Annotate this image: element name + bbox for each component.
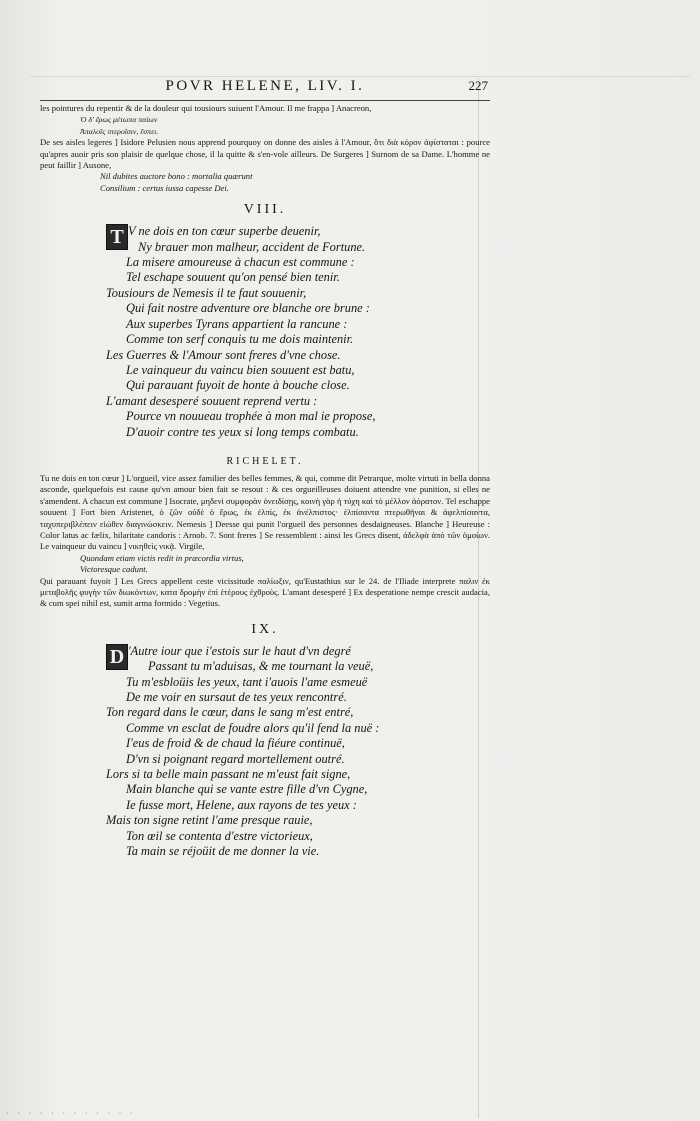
commentary-paragraph: Tu ne dois en ton cœur ] L'orgueil, vice assez familier des belles femmes, & qui, comme dit Petrarque, molte virtuti in bella donna asconde, quelquefois est cause qu'vn amour bien fait se resout : & ces orgueilleuses doiuent attendre vne punition, si elles ne s'amendent. A chacun est commune ] Isocrate, μηδενὶ συμφορὰν ὀνειδίσῃς, κοινὴ γὰρ ἡ τύχη καὶ τὸ μέλλον ἀόρατον. Tel eschappe souuent ] Fort bien Aristenet, ὁ ζῶν οὐδὲ ὁ ἔρως, ἐκ ἐλπίς, ἐκ ἀνέλπιστος· ἐλπίσαντα πτερωθῆναι & ἀφελπίσαντα, ταχυπεριβλέπειν εἰώθεν διαγινώσκειν. Nemesis ] Deesse qui punit l'orgueil des personnes desdaigneuses. Blanche ] Heureuse : Color latus ac fælix, hilaritate candoris : Arnob. 7. Sont freres ] Se ressemblent : ainsi les Grecs disent, ἀδελφὰ ἀπὸ τῶν ὁμοίων. Le vainqueur du vaincu ] νικηθεὶς νικᾷ. Virgile, [40, 472, 490, 552]
scan-edge-marks: · · · · · · · · · · · · [6, 1108, 136, 1118]
greek-verse-line: Ἀπαλοῖς πτεροῖσιν, ἔσπει. [80, 126, 159, 136]
running-head-title: POVR HELENE, LIV. I. [165, 78, 365, 94]
poem-line: Ny brauer mon malheur, accident de Fortune. [138, 239, 366, 254]
dropcap-ornament: D [106, 644, 128, 670]
poem-line: Ton regard dans le cœur, dans le sang m'est entré, [106, 705, 354, 720]
commentary-heading: RICHELET. [226, 455, 304, 467]
sonnet-viii [40, 224, 490, 440]
top-notes [40, 103, 490, 194]
poem-line: La misere amoureuse à chacun est commune : [126, 255, 355, 270]
poem-line: De me voir en sursaut de tes yeux rencontré. [126, 690, 347, 705]
sonnet-numeral-viii: VIII. [243, 202, 287, 218]
poem-line: Ie fusse mort, Helene, aux rayons de tes yeux : [126, 797, 357, 812]
poem-line: Ton œil se contenta d'estre victorieux, [126, 828, 313, 843]
poem-line: Mais ton signe retint l'ame presque rauie, [106, 813, 313, 828]
poem-line: D'auoir contre tes yeux si long temps combatu. [126, 424, 359, 439]
book-page [40, 78, 490, 860]
page-edge-line-horizontal [30, 76, 690, 77]
poem-line: L'amant desesperé souuent reprend vertu : [106, 393, 318, 408]
latin-verse-line: Quondam etiam victis redit in præcordia virtus, [80, 552, 244, 563]
poem-line: Passant tu m'aduisas, & me tournant la veuë, [148, 659, 374, 674]
sonnet-ix [40, 644, 490, 860]
note-paragraph: De ses aisles legeres ] Isidore Pelusien nous apprend pourquoy on donne des aisles à l'Amour, ὅτι διὰ κόρον ἀφίσταται : pource qu'apres auoir pris son plaisir de quelque chose, il la quitte & s'en-vole ailleurs. De Surgeres ] Surnom de sa Dame. L'homme ne peut faillir ] Ausone, [40, 137, 490, 171]
poem-line: Main blanche qui se vante estre fille d'vn Cygne, [126, 782, 368, 797]
poem-line: I'eus de froid & de chaud la fiéure continuë, [126, 736, 345, 751]
poem-line: Lors si ta belle main passant ne m'eust fait signe, [106, 767, 351, 782]
poem-line: V ne dois en ton cœur superbe deuenir, [128, 224, 321, 239]
poem-line: Comme ton serf conquis tu me dois maintenir. [126, 332, 354, 347]
commentary-paragraph: Qui parauant fuyoit ] Les Grecs appellent ceste vicissitude παλίωξιν, qu'Eustathius sur le 24. de l'Iliade interprete παλιν ἐκ μεταβολῆς φυγὴν τῶν διωκόντων, κατα δρομὴν ἐπὶ ἑτέρους ἐχθροὺς. L'amant desesperé ] Ex desperatione nempe crescit audacia, & cum spei nihil est, sumit arma formido : Vegetius. [40, 575, 490, 609]
poem-line: 'Autre iour que i'estois sur le haut d'vn degré [128, 643, 351, 658]
poem-line: Tel eschape souuent qu'on pensé bien tenir. [126, 270, 340, 285]
poem-line: Qui parauant fuyoit de honte à bouche close. [126, 378, 350, 393]
poem-line: Tousiours de Nemesis il te faut souuenir, [106, 285, 307, 300]
greek-verse-line: Ὁ δ' ἔρως μέτωπα παίων [80, 115, 158, 125]
poem-line: Ta main se réjoüit de me donner la vie. [126, 844, 320, 859]
running-head [40, 78, 490, 101]
poem-line: Qui fait nostre adventure ore blanche ore brune : [126, 301, 370, 316]
poem-line: Aux superbes Tyrans appartient la rancune : [126, 316, 348, 331]
note-line: les pointures du repentir & de la douleur qui tousiours suiuent l'Amour. Il me frappa ] Anacreon, [40, 103, 372, 113]
poem-line: Comme vn esclat de foudre alors qu'il fend la nuë : [126, 720, 380, 735]
poem-line: Pource vn nouueau trophée à mon mal ie propose, [126, 409, 376, 424]
latin-verse-line: Nil dubites auctore bono : mortalia quærunt [100, 171, 253, 182]
latin-verse-line: Victoresque cadunt. [80, 564, 148, 575]
poem-line: Le vainqueur du vaincu bien souuent est batu, [126, 362, 355, 377]
latin-verse-line: Consilium : certus iussa capesse Dei. [100, 182, 229, 193]
poem-line: D'vn si poignant regard mortellement outré. [126, 751, 345, 766]
poem-line: Tu m'esbloüis les yeux, tant i'auois l'ame esmeuë [126, 674, 368, 689]
page-number: 227 [468, 78, 488, 93]
commentary-body [40, 473, 490, 610]
poem-line: Les Guerres & l'Amour sont freres d'vne chose. [106, 347, 341, 362]
dropcap-ornament: T [106, 224, 128, 250]
sonnet-numeral-ix: IX. [251, 621, 279, 637]
